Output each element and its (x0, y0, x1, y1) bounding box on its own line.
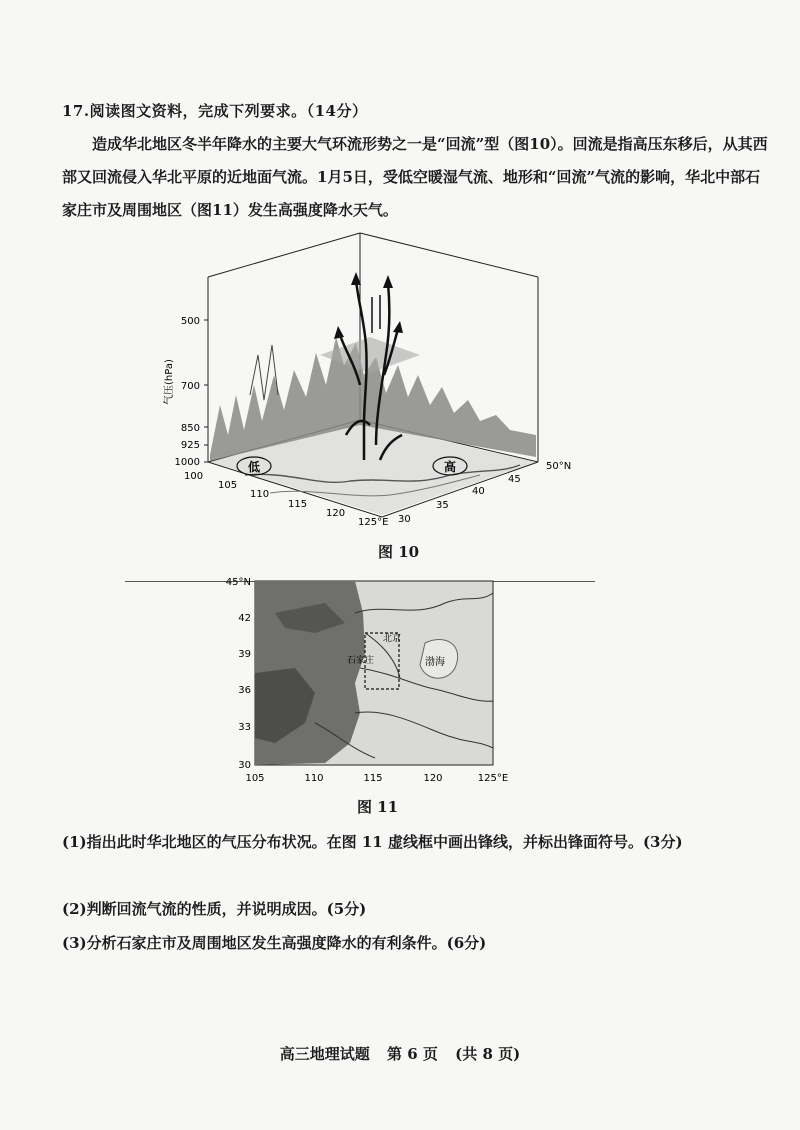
figure-10-caption: 图 10 (378, 543, 420, 561)
pressure-tick-700: 700 (180, 381, 200, 392)
footer-page: 第 6 页 (387, 1045, 438, 1063)
pressure-axis-ticks (204, 320, 208, 462)
label-shijiazhuang: 石家庄 (347, 656, 375, 666)
lon-tick-120: 120 (326, 508, 346, 519)
map-lat-36: 36 (238, 685, 251, 696)
label-beijing: 北京 (383, 634, 402, 644)
subquestion-2: (2)判断回流气流的性质，并说明成因。(5分) (62, 900, 367, 918)
high-pressure-label: 高 (443, 460, 457, 474)
pressure-tick-500: 500 (180, 316, 200, 327)
vertical-flow-lines (372, 295, 380, 333)
subquestion-3: (3)分析石家庄市及周围地区发生高强度降水的有利条件。(6分) (62, 934, 487, 952)
lon-tick-110: 110 (250, 489, 270, 500)
question-title: 17.阅读图文资料，完成下列要求。（14分） (62, 102, 368, 120)
lat-tick-35: 35 (436, 500, 449, 511)
figure-11-map (215, 573, 515, 798)
label-bohai: 渤海 (425, 657, 445, 668)
map-lon-115: 115 (363, 773, 383, 784)
lon-tick-115: 115 (288, 499, 308, 510)
question-paragraph (62, 128, 768, 227)
paragraph-text: 造成华北地区冬半年降水的主要大气环流形势之一是“回流”型（图10）。回流是指高压东移后，从其西部又回流侵入华北平原的近地面气流。1月5日，受低空暖湿气流、地形和“回流”气流的影响，华北中部石家庄市及周围地区（图11）发生高强度降水天气。 (62, 135, 768, 219)
map-lon-110: 110 (304, 773, 324, 784)
pressure-tick-850: 850 (180, 423, 200, 434)
lat-tick-50: 50°N (546, 461, 572, 472)
map-lon-125: 125°E (477, 773, 509, 784)
pressure-tick-925: 925 (180, 440, 200, 451)
figure-11-caption: 图 11 (357, 798, 399, 816)
map-lat-30: 30 (238, 760, 251, 771)
map-lat-39: 39 (238, 649, 251, 660)
lat-tick-30: 30 (398, 514, 411, 525)
low-pressure-label: 低 (247, 460, 261, 474)
lon-tick-105: 105 (218, 480, 238, 491)
map-lon-120: 120 (423, 773, 443, 784)
subquestion-1: (1)指出此时华北地区的气压分布状况。在图 11 虚线框中画出锋线，并标出锋面符号。(3分) (62, 833, 683, 851)
map-lat-42: 42 (238, 613, 251, 624)
lon-tick-100: 100 (184, 471, 204, 482)
lat-tick-45: 45 (508, 474, 521, 485)
map-lat-33: 33 (238, 722, 251, 733)
footer-total: (共 8 页) (455, 1045, 521, 1063)
figure-10-diagram (150, 225, 590, 535)
map-lon-105: 105 (245, 773, 265, 784)
arrow-heads (334, 272, 403, 339)
page-footer (0, 1043, 800, 1064)
pressure-axis-label: 气压(hPa) (164, 359, 175, 405)
map-lat-45: 45°N (225, 577, 251, 588)
footer-subject: 高三地理试题 (279, 1045, 370, 1063)
lon-tick-125: 125°E (358, 517, 389, 528)
lat-tick-40: 40 (472, 486, 485, 497)
pressure-tick-1000: 1000 (174, 457, 200, 468)
